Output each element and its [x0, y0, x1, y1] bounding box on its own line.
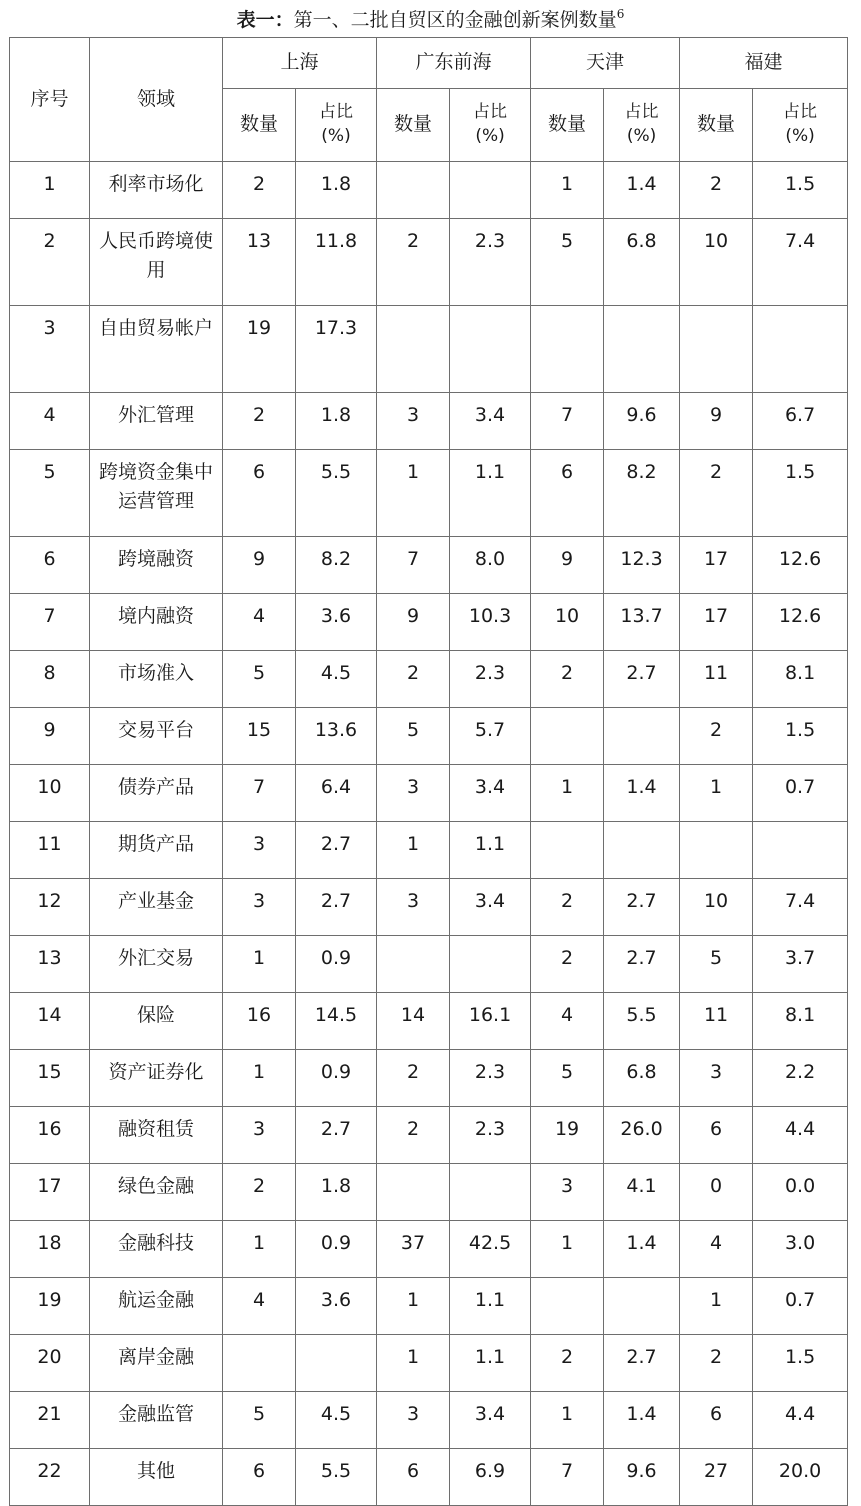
cell-share-fujian: 1.5 — [753, 1335, 848, 1392]
cell-count-shanghai: 1 — [223, 936, 296, 993]
cell-domain: 航运金融 — [90, 1278, 223, 1335]
cell-share-shanghai: 2.7 — [296, 1107, 377, 1164]
cell-count-qianhai: 1 — [377, 1278, 450, 1335]
cell-count-shanghai: 6 — [223, 1449, 296, 1506]
header-count-shanghai: 数量 — [223, 89, 296, 162]
cell-share-qianhai: 3.4 — [450, 879, 531, 936]
cell-domain: 利率市场化 — [90, 162, 223, 219]
cell-domain: 跨境资金集中运营管理 — [90, 450, 223, 537]
cell-share-tianjin: 6.8 — [604, 1050, 680, 1107]
cell-count-shanghai: 2 — [223, 1164, 296, 1221]
cell-share-fujian: 3.7 — [753, 936, 848, 993]
cell-count-fujian: 17 — [680, 594, 753, 651]
cell-count-shanghai: 5 — [223, 651, 296, 708]
cell-count-qianhai: 7 — [377, 537, 450, 594]
table-row — [10, 1392, 848, 1449]
cell-share-fujian: 1.5 — [753, 708, 848, 765]
cell-count-shanghai: 5 — [223, 1392, 296, 1449]
header-index: 序号 — [10, 38, 90, 162]
cell-share-qianhai: 8.0 — [450, 537, 531, 594]
table-row — [10, 1107, 848, 1164]
cell-count-tianjin: 7 — [531, 1449, 604, 1506]
cell-count-shanghai: 15 — [223, 708, 296, 765]
cell-share-fujian — [753, 306, 848, 393]
cell-count-qianhai: 1 — [377, 822, 450, 879]
cell-count-fujian: 2 — [680, 450, 753, 537]
cell-share-qianhai: 1.1 — [450, 450, 531, 537]
cell-share-tianjin: 1.4 — [604, 162, 680, 219]
cell-count-tianjin: 5 — [531, 1050, 604, 1107]
cell-share-qianhai: 2.3 — [450, 651, 531, 708]
cell-count-qianhai — [377, 1164, 450, 1221]
cell-share-shanghai: 0.9 — [296, 1050, 377, 1107]
cell-share-fujian: 20.0 — [753, 1449, 848, 1506]
cell-count-fujian: 10 — [680, 879, 753, 936]
cell-share-qianhai: 2.3 — [450, 219, 531, 306]
cell-index: 21 — [10, 1392, 90, 1449]
table-row — [10, 1221, 848, 1278]
cell-share-qianhai: 1.1 — [450, 1278, 531, 1335]
cell-share-fujian: 6.7 — [753, 393, 848, 450]
header-region-qianhai: 广东前海 — [377, 38, 531, 89]
cell-share-tianjin: 26.0 — [604, 1107, 680, 1164]
header-region-tianjin: 天津 — [531, 38, 680, 89]
cell-count-shanghai: 2 — [223, 162, 296, 219]
cell-share-fujian: 12.6 — [753, 537, 848, 594]
cell-share-qianhai: 16.1 — [450, 993, 531, 1050]
cell-share-qianhai: 2.3 — [450, 1107, 531, 1164]
cell-count-shanghai: 3 — [223, 879, 296, 936]
cell-count-tianjin: 4 — [531, 993, 604, 1050]
share-unit: (%) — [475, 126, 505, 146]
cell-share-qianhai: 3.4 — [450, 1392, 531, 1449]
cell-share-shanghai: 1.8 — [296, 1164, 377, 1221]
cell-domain: 债券产品 — [90, 765, 223, 822]
cell-count-tianjin: 1 — [531, 1392, 604, 1449]
cell-index: 20 — [10, 1335, 90, 1392]
cell-share-tianjin: 1.4 — [604, 765, 680, 822]
table-row — [10, 708, 848, 765]
header-share-fujian — [753, 89, 848, 162]
cell-share-fujian: 7.4 — [753, 879, 848, 936]
cell-share-qianhai: 3.4 — [450, 393, 531, 450]
header-count-qianhai: 数量 — [377, 89, 450, 162]
cell-count-shanghai — [223, 1335, 296, 1392]
cell-share-tianjin: 9.6 — [604, 1449, 680, 1506]
cell-count-shanghai: 7 — [223, 765, 296, 822]
cell-count-qianhai: 37 — [377, 1221, 450, 1278]
cell-count-shanghai: 3 — [223, 822, 296, 879]
cell-share-shanghai: 4.5 — [296, 1392, 377, 1449]
header-row-regions — [10, 38, 848, 89]
share-header-text — [296, 101, 376, 149]
cell-count-qianhai: 3 — [377, 879, 450, 936]
share-label: 占比 — [783, 102, 818, 123]
table-row — [10, 306, 848, 393]
cell-count-qianhai: 6 — [377, 1449, 450, 1506]
cell-domain: 人民币跨境使用 — [90, 219, 223, 306]
header-region-shanghai: 上海 — [223, 38, 377, 89]
cell-share-shanghai: 1.8 — [296, 162, 377, 219]
share-label: 占比 — [319, 102, 353, 123]
cell-count-shanghai: 2 — [223, 393, 296, 450]
cell-count-qianhai: 2 — [377, 219, 450, 306]
cell-share-tianjin: 6.8 — [604, 219, 680, 306]
share-label: 占比 — [624, 102, 659, 123]
header-share-tianjin — [604, 89, 680, 162]
cell-count-tianjin: 5 — [531, 219, 604, 306]
cell-domain: 期货产品 — [90, 822, 223, 879]
cell-share-tianjin: 13.7 — [604, 594, 680, 651]
share-header-text — [604, 101, 679, 149]
cell-index: 15 — [10, 1050, 90, 1107]
cell-count-fujian: 6 — [680, 1107, 753, 1164]
cell-count-fujian: 2 — [680, 1335, 753, 1392]
cell-share-shanghai: 6.4 — [296, 765, 377, 822]
cell-share-fujian — [753, 822, 848, 879]
cell-index: 8 — [10, 651, 90, 708]
cell-count-tianjin — [531, 1278, 604, 1335]
cell-share-fujian: 0.0 — [753, 1164, 848, 1221]
table-row — [10, 879, 848, 936]
header-share-qianhai — [450, 89, 531, 162]
cell-count-fujian: 1 — [680, 765, 753, 822]
cell-index: 6 — [10, 537, 90, 594]
cell-share-fujian: 7.4 — [753, 219, 848, 306]
cell-index: 19 — [10, 1278, 90, 1335]
cell-count-qianhai: 3 — [377, 765, 450, 822]
cell-count-fujian: 2 — [680, 162, 753, 219]
cell-count-tianjin: 10 — [531, 594, 604, 651]
table-row — [10, 822, 848, 879]
cell-domain: 融资租赁 — [90, 1107, 223, 1164]
cell-count-fujian: 5 — [680, 936, 753, 993]
cell-count-tianjin: 19 — [531, 1107, 604, 1164]
cell-share-shanghai: 5.5 — [296, 450, 377, 537]
cell-count-shanghai: 4 — [223, 1278, 296, 1335]
cell-count-qianhai: 14 — [377, 993, 450, 1050]
cell-count-qianhai: 9 — [377, 594, 450, 651]
table-row — [10, 936, 848, 993]
cell-domain: 其他 — [90, 1449, 223, 1506]
cell-share-qianhai: 10.3 — [450, 594, 531, 651]
table-row — [10, 1449, 848, 1506]
share-label: 占比 — [473, 102, 508, 123]
cell-count-fujian: 3 — [680, 1050, 753, 1107]
cell-share-fujian: 8.1 — [753, 993, 848, 1050]
cell-count-tianjin — [531, 822, 604, 879]
cell-count-shanghai: 13 — [223, 219, 296, 306]
cell-domain: 金融监管 — [90, 1392, 223, 1449]
cell-count-fujian — [680, 822, 753, 879]
cell-share-fujian: 0.7 — [753, 1278, 848, 1335]
cell-domain: 外汇交易 — [90, 936, 223, 993]
table-row — [10, 594, 848, 651]
cell-share-tianjin — [604, 708, 680, 765]
cell-count-qianhai: 2 — [377, 1107, 450, 1164]
cell-count-fujian: 10 — [680, 219, 753, 306]
header-share-shanghai — [296, 89, 377, 162]
cell-count-fujian: 11 — [680, 651, 753, 708]
table-caption — [0, 0, 861, 36]
cell-index: 18 — [10, 1221, 90, 1278]
cell-share-fujian: 2.2 — [753, 1050, 848, 1107]
cell-index: 13 — [10, 936, 90, 993]
cell-index: 16 — [10, 1107, 90, 1164]
cell-index: 12 — [10, 879, 90, 936]
cell-count-tianjin — [531, 306, 604, 393]
cell-domain: 自由贸易帐户 — [90, 306, 223, 393]
cell-count-fujian: 6 — [680, 1392, 753, 1449]
cell-domain: 产业基金 — [90, 879, 223, 936]
financial-innovation-table — [9, 37, 848, 1506]
cell-index: 1 — [10, 162, 90, 219]
table-row — [10, 162, 848, 219]
cell-count-qianhai: 2 — [377, 1050, 450, 1107]
cell-share-qianhai — [450, 936, 531, 993]
cell-domain: 市场准入 — [90, 651, 223, 708]
cell-share-shanghai: 0.9 — [296, 1221, 377, 1278]
cell-count-tianjin: 1 — [531, 1221, 604, 1278]
share-unit: (%) — [321, 126, 351, 146]
cell-count-qianhai: 1 — [377, 1335, 450, 1392]
cell-count-tianjin: 2 — [531, 879, 604, 936]
share-header-text — [753, 101, 847, 149]
cell-domain: 跨境融资 — [90, 537, 223, 594]
cell-count-qianhai: 5 — [377, 708, 450, 765]
cell-count-shanghai: 6 — [223, 450, 296, 537]
cell-index: 11 — [10, 822, 90, 879]
cell-share-tianjin: 12.3 — [604, 537, 680, 594]
cell-count-tianjin — [531, 708, 604, 765]
cell-share-qianhai: 5.7 — [450, 708, 531, 765]
table-body — [10, 162, 848, 1506]
cell-count-shanghai: 3 — [223, 1107, 296, 1164]
cell-share-qianhai: 3.4 — [450, 765, 531, 822]
cell-share-tianjin: 4.1 — [604, 1164, 680, 1221]
cell-count-tianjin: 2 — [531, 1335, 604, 1392]
cell-domain: 境内融资 — [90, 594, 223, 651]
cell-share-shanghai: 5.5 — [296, 1449, 377, 1506]
cell-share-fujian: 3.0 — [753, 1221, 848, 1278]
cell-count-tianjin: 3 — [531, 1164, 604, 1221]
cell-count-shanghai: 4 — [223, 594, 296, 651]
cell-domain: 绿色金融 — [90, 1164, 223, 1221]
header-count-fujian: 数量 — [680, 89, 753, 162]
cell-share-qianhai — [450, 162, 531, 219]
cell-share-tianjin: 2.7 — [604, 651, 680, 708]
cell-share-fujian: 12.6 — [753, 594, 848, 651]
cell-share-tianjin — [604, 1278, 680, 1335]
cell-count-qianhai: 2 — [377, 651, 450, 708]
cell-index: 22 — [10, 1449, 90, 1506]
header-region-fujian: 福建 — [680, 38, 848, 89]
cell-count-qianhai: 3 — [377, 393, 450, 450]
cell-count-fujian: 17 — [680, 537, 753, 594]
table-row — [10, 1050, 848, 1107]
cell-count-qianhai — [377, 936, 450, 993]
cell-index: 10 — [10, 765, 90, 822]
cell-share-tianjin — [604, 822, 680, 879]
cell-share-tianjin: 2.7 — [604, 1335, 680, 1392]
table-row — [10, 537, 848, 594]
cell-index: 17 — [10, 1164, 90, 1221]
cell-share-fujian: 8.1 — [753, 651, 848, 708]
share-header-text — [450, 101, 530, 149]
cell-count-shanghai: 1 — [223, 1050, 296, 1107]
cell-share-fujian: 4.4 — [753, 1392, 848, 1449]
cell-count-shanghai: 16 — [223, 993, 296, 1050]
cell-index: 9 — [10, 708, 90, 765]
cell-count-qianhai: 3 — [377, 1392, 450, 1449]
cell-count-shanghai: 19 — [223, 306, 296, 393]
cell-share-tianjin: 8.2 — [604, 450, 680, 537]
cell-count-fujian: 2 — [680, 708, 753, 765]
cell-share-tianjin: 1.4 — [604, 1221, 680, 1278]
cell-index: 3 — [10, 306, 90, 393]
cell-share-shanghai: 11.8 — [296, 219, 377, 306]
cell-share-shanghai: 8.2 — [296, 537, 377, 594]
table-row — [10, 765, 848, 822]
cell-share-tianjin: 9.6 — [604, 393, 680, 450]
table-row — [10, 1164, 848, 1221]
cell-share-qianhai: 1.1 — [450, 822, 531, 879]
cell-share-tianjin: 2.7 — [604, 936, 680, 993]
cell-share-qianhai — [450, 1164, 531, 1221]
cell-index: 14 — [10, 993, 90, 1050]
cell-domain: 交易平台 — [90, 708, 223, 765]
share-unit: (%) — [626, 126, 657, 146]
cell-domain: 金融科技 — [90, 1221, 223, 1278]
cell-share-fujian: 1.5 — [753, 162, 848, 219]
table-row — [10, 450, 848, 537]
table-row — [10, 651, 848, 708]
cell-count-shanghai: 1 — [223, 1221, 296, 1278]
cell-count-fujian: 11 — [680, 993, 753, 1050]
cell-count-tianjin: 9 — [531, 537, 604, 594]
cell-count-fujian: 4 — [680, 1221, 753, 1278]
table-row — [10, 219, 848, 306]
share-unit: (%) — [785, 126, 815, 146]
cell-count-shanghai: 9 — [223, 537, 296, 594]
cell-share-fujian: 1.5 — [753, 450, 848, 537]
cell-count-tianjin: 7 — [531, 393, 604, 450]
cell-share-shanghai: 3.6 — [296, 1278, 377, 1335]
cell-domain: 离岸金融 — [90, 1335, 223, 1392]
header-count-tianjin: 数量 — [531, 89, 604, 162]
cell-share-shanghai: 4.5 — [296, 651, 377, 708]
table-row — [10, 393, 848, 450]
cell-share-shanghai: 1.8 — [296, 393, 377, 450]
table-row — [10, 1335, 848, 1392]
cell-domain: 外汇管理 — [90, 393, 223, 450]
cell-count-fujian: 9 — [680, 393, 753, 450]
cell-share-qianhai: 6.9 — [450, 1449, 531, 1506]
cell-share-shanghai: 3.6 — [296, 594, 377, 651]
cell-count-fujian: 27 — [680, 1449, 753, 1506]
cell-share-qianhai: 42.5 — [450, 1221, 531, 1278]
cell-share-shanghai: 14.5 — [296, 993, 377, 1050]
cell-share-shanghai: 17.3 — [296, 306, 377, 393]
cell-count-tianjin: 1 — [531, 765, 604, 822]
header-domain: 领域 — [90, 38, 223, 162]
cell-share-qianhai: 1.1 — [450, 1335, 531, 1392]
cell-share-shanghai: 2.7 — [296, 879, 377, 936]
cell-share-qianhai — [450, 306, 531, 393]
cell-share-tianjin: 5.5 — [604, 993, 680, 1050]
cell-index: 5 — [10, 450, 90, 537]
cell-count-tianjin: 2 — [531, 936, 604, 993]
cell-count-qianhai: 1 — [377, 450, 450, 537]
cell-index: 4 — [10, 393, 90, 450]
cell-count-qianhai — [377, 162, 450, 219]
cell-share-tianjin — [604, 306, 680, 393]
cell-count-fujian: 0 — [680, 1164, 753, 1221]
cell-count-tianjin: 1 — [531, 162, 604, 219]
cell-share-qianhai: 2.3 — [450, 1050, 531, 1107]
cell-count-tianjin: 2 — [531, 651, 604, 708]
cell-count-qianhai — [377, 306, 450, 393]
cell-share-fujian: 4.4 — [753, 1107, 848, 1164]
table-row — [10, 993, 848, 1050]
cell-share-shanghai — [296, 1335, 377, 1392]
cell-domain: 保险 — [90, 993, 223, 1050]
cell-domain: 资产证券化 — [90, 1050, 223, 1107]
cell-share-shanghai: 13.6 — [296, 708, 377, 765]
cell-count-fujian — [680, 306, 753, 393]
caption-text: 第一、二批自贸区的金融创新案例数量 — [293, 8, 617, 31]
cell-index: 2 — [10, 219, 90, 306]
cell-count-fujian: 1 — [680, 1278, 753, 1335]
cell-share-shanghai: 2.7 — [296, 822, 377, 879]
caption-prefix: 表一： — [236, 8, 294, 31]
cell-count-tianjin: 6 — [531, 450, 604, 537]
cell-index: 7 — [10, 594, 90, 651]
cell-share-shanghai: 0.9 — [296, 936, 377, 993]
cell-share-fujian: 0.7 — [753, 765, 848, 822]
cell-share-tianjin: 2.7 — [604, 879, 680, 936]
table-row — [10, 1278, 848, 1335]
cell-share-tianjin: 1.4 — [604, 1392, 680, 1449]
caption-footnote-marker: 6 — [616, 7, 625, 21]
